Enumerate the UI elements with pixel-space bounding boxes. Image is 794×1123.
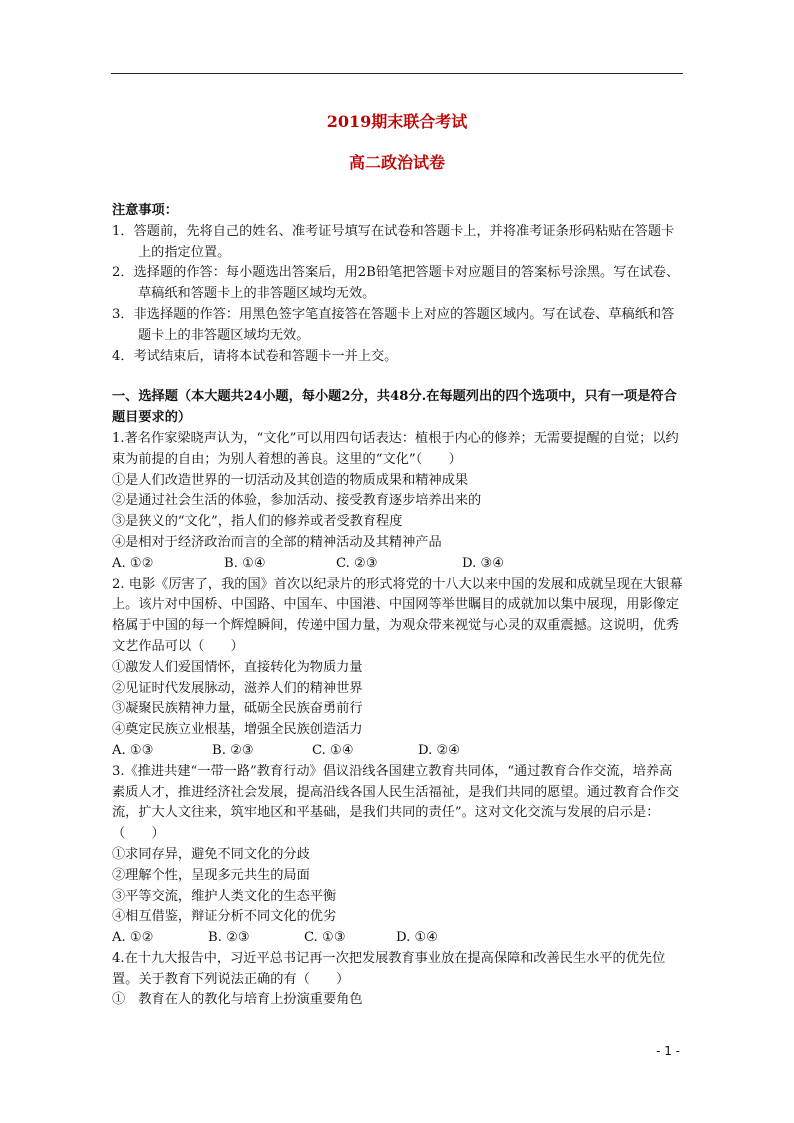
option-a: A. ①② (112, 555, 154, 571)
option-a: A. ①② (112, 930, 154, 946)
question-statement: ①求同存异，避免不同文化的分歧 (112, 846, 310, 862)
question-statement: ③凝聚民族精神力量，砥砺全民族奋勇前行 (112, 701, 363, 717)
question-statement: ① 教育在人的教化与培育上扮演重要角色 (112, 992, 363, 1008)
option-d: D. ②④ (418, 742, 461, 758)
option-c: C. ①③ (304, 930, 346, 946)
answer-options (112, 554, 684, 575)
question-statement: ①激发人们爱国情怀，直接转化为物质力量 (112, 659, 363, 675)
option-d: D. ③④ (462, 555, 505, 571)
page-number: - 1 - (656, 1044, 680, 1058)
option-c: C. ②③ (336, 555, 378, 571)
option-c: C. ①④ (312, 742, 354, 758)
notice-item: 3．非选择题的作答：用黑色签字笔直接答在答题卡上对应的答题区域内。写在试卷、草稿纸和答题卡上的非答题区域均无效。 (112, 306, 675, 343)
notice-item: 1．答题前，先将自己的姓名、准考证号填写在试卷和答题卡上，并将准考证条形码粘贴在答题卡上的指定位置。 (112, 223, 675, 260)
exam-subtitle: 高二政治试卷 (348, 153, 445, 172)
question-statement: ②理解个性，呈现多元共生的局面 (112, 867, 310, 883)
question-statement: ②见证时代发展脉动，滋养人们的精神世界 (112, 680, 363, 696)
question-statement: ③平等交流，维护人类文化的生态平衡 (112, 888, 337, 904)
exam-title: 2019期末联合考试 (326, 112, 468, 131)
header-rule (111, 73, 683, 74)
option-b: B. ②③ (208, 930, 250, 946)
option-b: B. ①④ (224, 555, 266, 571)
notice-item: 4．考试结束后，请将本试卷和答题卡一并上交。 (112, 348, 398, 364)
notice-heading: 注意事项： (112, 203, 178, 218)
option-b: B. ②③ (212, 742, 254, 758)
section-heading: 一、选择题（本大题共24小题，每小题2分，共48分.在每题列出的四个选项中，只有一项是符合题目要求的） (112, 389, 677, 426)
notice-item: 2．选择题的作答：每小题选出答案后，用2B铅笔把答题卡对应题目的答案标号涂黑。写在试卷、草稿纸和答题卡上的非答题区域均无效。 (112, 265, 680, 302)
question-stem: 1.著名作家梁晓声认为，“文化”可以用四句话表达：植根于内心的修养；无需要提醒的自觉；以约束为前提的自由；为别人着想的善良。这里的“文化”（ ） (112, 430, 679, 467)
answer-options (112, 928, 684, 949)
question-statement: ④奠定民族立业根基，增强全民族创造活力 (112, 722, 363, 738)
question-statement: ④是相对于经济政治而言的全部的精神活动及其精神产品 (112, 534, 442, 550)
option-a: A. ①③ (112, 742, 154, 758)
answer-options (112, 741, 684, 762)
question-statement: ②是通过社会生活的体验，参加活动、接受教育逐步培养出来的 (112, 493, 482, 509)
document-body (112, 201, 684, 1011)
question-stem: 4.在十九大报告中，习近平总书记再一次把发展教育事业放在提高保障和改善民生水平的优先位置。关于教育下列说法正确的有（ ） (112, 950, 666, 987)
question-statement: ④相互借鉴，辩证分析不同文化的优劣 (112, 909, 337, 925)
question-statement: ③是狭义的“文化”，指人们的修养或者受教育程度 (112, 514, 403, 530)
question-stem: 3.《推进共建“一带一路”教育行动》倡议沿线各国建立教育共同体，“通过教育合作交流，培养高素质人才，推进经济社会发展，提高沿线各国人民生活福祉，是我们共同的愿望。通过教育合作交流，扩大人文往来，筑牢地区和平基础，是我们共同的责任”。这对文化交流与发展的启示是：（ ） (112, 763, 680, 842)
spacer (112, 367, 684, 387)
question-statement: ①是人们改造世界的一切活动及其创造的物质成果和精神成果 (112, 472, 469, 488)
question-stem: 2. 电影《厉害了，我的国》首次以纪录片的形式将党的十八大以来中国的发展和成就呈现在大银幕上。该片对中国桥、中国路、中国车、中国港、中国网等举世瞩目的成就加以集中展现，用影像定格属于中国的每一个辉煌瞬间，传递中国力量，为观众带来视觉与心灵的双重震撼。这说明，优秀文艺作品可以（ ） (112, 576, 683, 654)
option-d: D. ①④ (396, 930, 439, 946)
